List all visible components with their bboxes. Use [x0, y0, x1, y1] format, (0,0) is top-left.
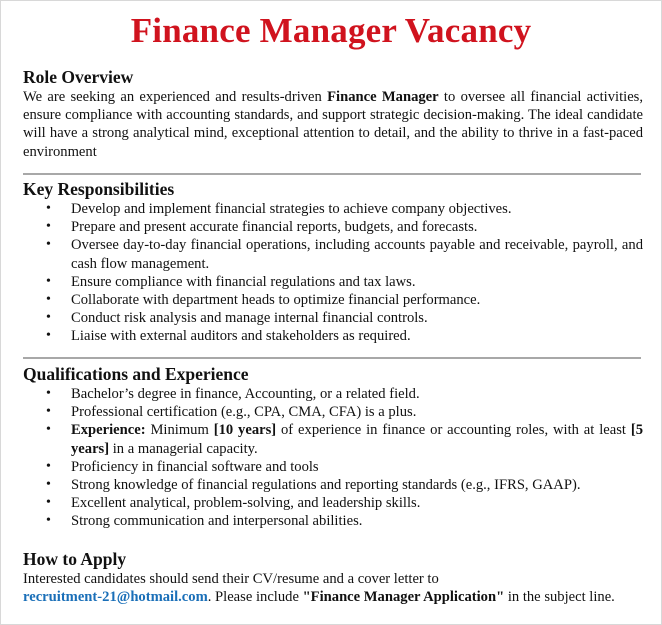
- responsibilities-list: [23, 200, 643, 346]
- apply-text-2: in the subject line.: [504, 589, 615, 606]
- bullet-icon: •: [46, 292, 51, 308]
- role-overview-text-start: We are seeking an experienced and results-driven: [23, 89, 328, 105]
- list-item: [23, 403, 643, 421]
- list-item: [23, 512, 643, 530]
- bullet-icon: •: [46, 495, 51, 511]
- email-link[interactable]: recruitment-21@hotmail.com: [23, 589, 208, 606]
- bullet-icon: •: [46, 422, 51, 438]
- how-to-apply-heading: How to Apply: [23, 549, 127, 569]
- list-item: [23, 476, 643, 494]
- bullet-icon: •: [46, 328, 51, 344]
- apply-line-2: [23, 588, 643, 606]
- list-item-text: Conduct risk analysis and manage internal financial controls.: [71, 310, 428, 327]
- list-item: [23, 309, 643, 327]
- bullet-icon: •: [46, 273, 51, 289]
- how-to-apply-section: [23, 549, 643, 606]
- role-overview-text-end: to oversee all financial activities, ensure compliance with accounting standards, and support strategic decision-making. The ideal candidate will have a strong analytical mind, exceptional attention to detail, and the ability to thrive in a fast-paced environment: [23, 89, 644, 160]
- bullet-icon: •: [46, 201, 51, 216]
- list-item-text: Liaise with external auditors and stakeholders as required.: [71, 328, 411, 345]
- bullet-icon: •: [46, 219, 51, 235]
- list-item: [23, 494, 643, 512]
- experience-text-3: in a managerial capacity.: [109, 440, 258, 457]
- bullet-icon: •: [46, 237, 51, 253]
- list-item-text: Bachelor’s degree in finance, Accounting, or a related field.: [71, 386, 420, 402]
- list-item-text: Ensure compliance with financial regulations and tax laws.: [71, 273, 416, 290]
- list-item-text: Proficiency in financial software and tools: [71, 458, 319, 475]
- role-overview-heading: Role Overview: [23, 67, 134, 87]
- apply-line-1: Interested candidates should send their CV/resume and a cover letter to: [23, 571, 439, 587]
- experience-years-total: [10 years]: [213, 422, 277, 439]
- responsibilities-heading: Key Responsibilities: [23, 179, 175, 199]
- apply-text-1: . Please include: [207, 589, 303, 606]
- qualifications-heading: Qualifications and Experience: [23, 364, 249, 384]
- list-item-text: Develop and implement financial strategies to achieve company objectives.: [71, 201, 512, 217]
- qualifications-list: [23, 385, 643, 531]
- list-item: [23, 458, 643, 476]
- list-item: [23, 291, 643, 309]
- bullet-icon: •: [46, 458, 51, 474]
- page-title: Finance Manager Vacancy: [130, 11, 532, 50]
- list-item-text: Professional certification (e.g., CPA, CMA, CFA) is a plus.: [71, 404, 417, 421]
- list-item: [23, 385, 643, 403]
- list-item-text: Strong knowledge of financial regulations and reporting standards (e.g., IFRS, GAAP).: [71, 477, 581, 494]
- list-item-text: Prepare and present accurate financial reports, budgets, and forecasts.: [71, 219, 478, 236]
- responsibilities-section: [23, 179, 643, 346]
- subject-line-bold: "Finance Manager Application": [302, 589, 505, 606]
- role-overview-text: [23, 88, 643, 161]
- experience-text-1: Minimum: [145, 422, 214, 439]
- list-item: [23, 236, 643, 272]
- bullet-icon: •: [46, 404, 51, 420]
- list-item-text: Collaborate with department heads to optimize financial performance.: [71, 292, 481, 309]
- bullet-icon: •: [46, 477, 51, 493]
- list-item: [23, 273, 643, 291]
- bullet-icon: •: [46, 310, 51, 326]
- experience-label: Experience:: [71, 422, 146, 439]
- bullet-icon: •: [46, 513, 51, 529]
- section-divider: [23, 173, 641, 175]
- list-item: [23, 200, 643, 218]
- experience-years-managerial: [5 years]: [71, 422, 643, 457]
- list-item: [23, 218, 643, 236]
- role-title-bold: Finance Manager: [327, 89, 439, 105]
- list-item-text: Oversee day-to-day financial operations, including accounts payable and receivable, payroll, and cash flow management.: [71, 237, 643, 272]
- list-item-text: Strong communication and interpersonal abilities.: [71, 513, 363, 530]
- list-item-text: Excellent analytical, problem-solving, and leadership skills.: [71, 495, 421, 512]
- role-overview-section: [23, 67, 643, 161]
- qualifications-section: [23, 364, 643, 531]
- bullet-icon: •: [46, 386, 51, 401]
- list-item: [23, 327, 643, 345]
- experience-item: [23, 421, 643, 457]
- experience-text-2: of experience in finance or accounting roles, with at least: [276, 422, 631, 439]
- section-divider: [23, 357, 641, 359]
